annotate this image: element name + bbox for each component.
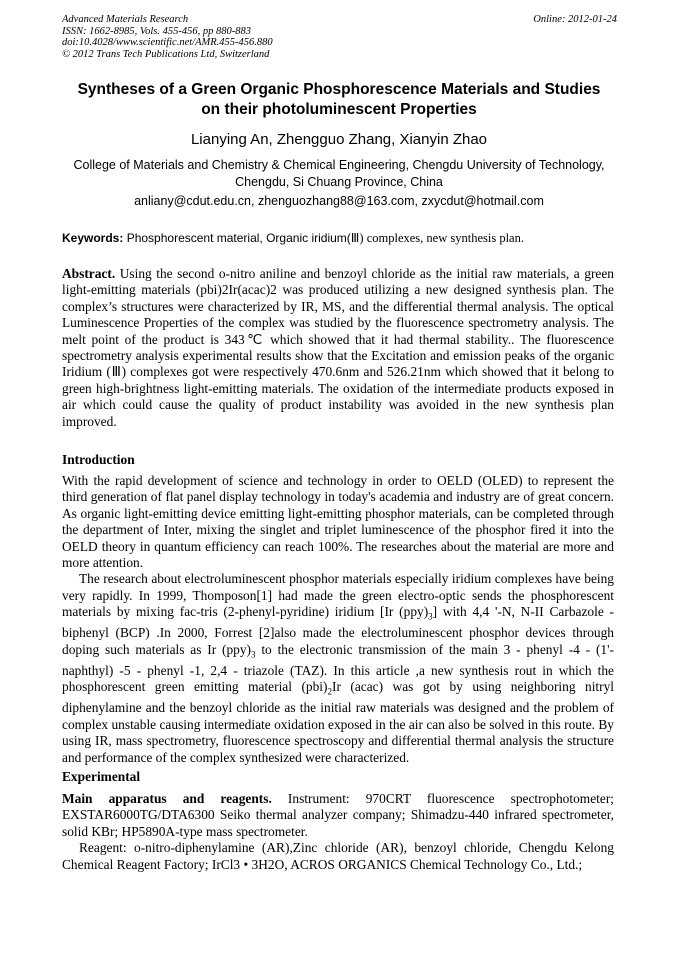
affiliation-line-1: College of Materials and Chemistry & Chemical Engineering, Chengdu University of Technology, <box>73 158 605 172</box>
experimental-body <box>62 791 614 873</box>
abstract-text: Using the second o-nitro aniline and benzoyl chloride as the initial raw materials, a green light-emitting materials (pbi)2Ir(acac)2 was produced utilizing a new designed synthesis plan. The complex’s structures were characterized by IR, MS, and the differential thermal analysis. The optical Luminescence Properties of the complex was studied by the fluorescence spectrometry analysis. The melt point of the product is 343℃ which showed that it had thermal stability.. The fluorescence spectrometry analysis experimental results show that the Excitation and emission peaks of the organic Iridium (Ⅲ) complexes got were respectively 470.6nm and 526.21nm which showed that it belong to green high-brightness light-emitting materials. The oxidation of the intermediate products exposed in air which could cause the quality of product instability was avoided in the new synthesis plan improved. <box>62 266 614 429</box>
author-emails: anliany@cdut.edu.cn, zhenguozhang88@163.com, zxycdut@hotmail.com <box>134 194 544 208</box>
abstract-block <box>62 266 614 430</box>
reagent-paragraph: Reagent: o-nitro-diphenylamine (AR),Zinc chloride (AR), benzoyl chloride, Chengdu Kelong Chemical Reagent Factory; IrCl3 • 3H2O, ACROS ORGANICS Chemical Technology Co., Ltd.; <box>62 840 614 872</box>
paper-title <box>40 80 638 120</box>
experimental-heading: Experimental <box>62 769 141 784</box>
affiliation-line-2: Chengdu, Si Chuang Province, China <box>235 175 443 189</box>
apparatus-paragraph <box>62 791 614 840</box>
apparatus-text: Instrument: 970CRT fluorescence spectrophotometer; EXSTAR6000TG/DTA6300 Seiko thermal analyzer company; Shimadzu-440 infrared spectrometer, solid KBr; HP5890A-type mass spectrometer. <box>62 791 614 839</box>
doi-line: doi:10.4028/www.scientific.net/AMR.455-456.880 <box>62 37 273 49</box>
issn-line: ISSN: 1662-8985, Vols. 455-456, pp 880-883 <box>62 25 251 37</box>
apparatus-label: Main apparatus and reagents. <box>62 791 272 806</box>
introduction-body <box>62 473 614 766</box>
keywords-text-tail: Ⅲ) complexes, new synthesis plan. <box>350 231 524 245</box>
journal-name: Advanced Materials Research <box>62 14 189 25</box>
copyright-line: © 2012 Trans Tech Publications Ltd, Switzerland <box>62 48 270 60</box>
author-list: Lianying An, Zhengguo Zhang, Xianyin Zhao <box>190 131 488 148</box>
abstract-label: Abstract. <box>62 266 116 281</box>
keywords-label: Keywords: <box>62 231 124 245</box>
intro-paragraph-1: With the rapid development of science and technology in order to OELD (OLED) to represent the third generation of flat panel display technology in today's academia and industry are of great concern. As organic light-emitting device emitting light-emitting phosphor materials, can be completed through the department of Inter, mixing the singlet and triplet luminescence of the phosphor fired it into the OELD theory in quantum efficiency can reach 100%. The researches about the material are more and more attention. <box>62 473 614 571</box>
keywords-line <box>62 230 617 246</box>
title-line-2: on their photoluminescent Properties <box>201 101 477 118</box>
journal-header <box>62 14 617 60</box>
introduction-heading: Introduction <box>62 452 135 467</box>
title-line-1: Syntheses of a Green Organic Phosphorescence Materials and Studies <box>77 81 601 98</box>
affiliation <box>40 157 638 191</box>
intro-paragraph-2: The research about electroluminescent phosphor materials especially iridium complexes have being very rapidly. In 1999, Thomposon[1] had made the green electro-optic sends the phosphorescent materials by mixing fac-tris (2-phenyl-pyridine) iridium [Ir $(ppy)_3$] with 4,4 '-N, N-II Carbazole - biphenyl (BCP) .In 2000, Forrest [2]also made the electroluminescent phosphor devices through doping such materials as Ir $(ppy)_3$ to the electronic transmission of the main 3 - phenyl -4 - (1'-naphthyl) -5 - phenyl -1, 2,4 - triazole (TAZ). In this article ,a new synthesis rout in which the phosphorescent green emitting material $(pbi)_2Ir$ (acac) was got by using neighboring nitryl diphenylamine and the benzoyl chloride as the initial raw materials was designed and the problem of complex unstable causing intermediate oxidation exposed in the air can also be solved in this route. By using IR, mass spectrometry, fluorescence spectroscopy and differential thermal analysis the structure and performance of the complex synthesized were characterized. <box>62 571 615 765</box>
keywords-text: Phosphorescent material, Organic iridium( <box>123 231 351 245</box>
online-date: Online: 2012-01-24 <box>533 14 617 25</box>
